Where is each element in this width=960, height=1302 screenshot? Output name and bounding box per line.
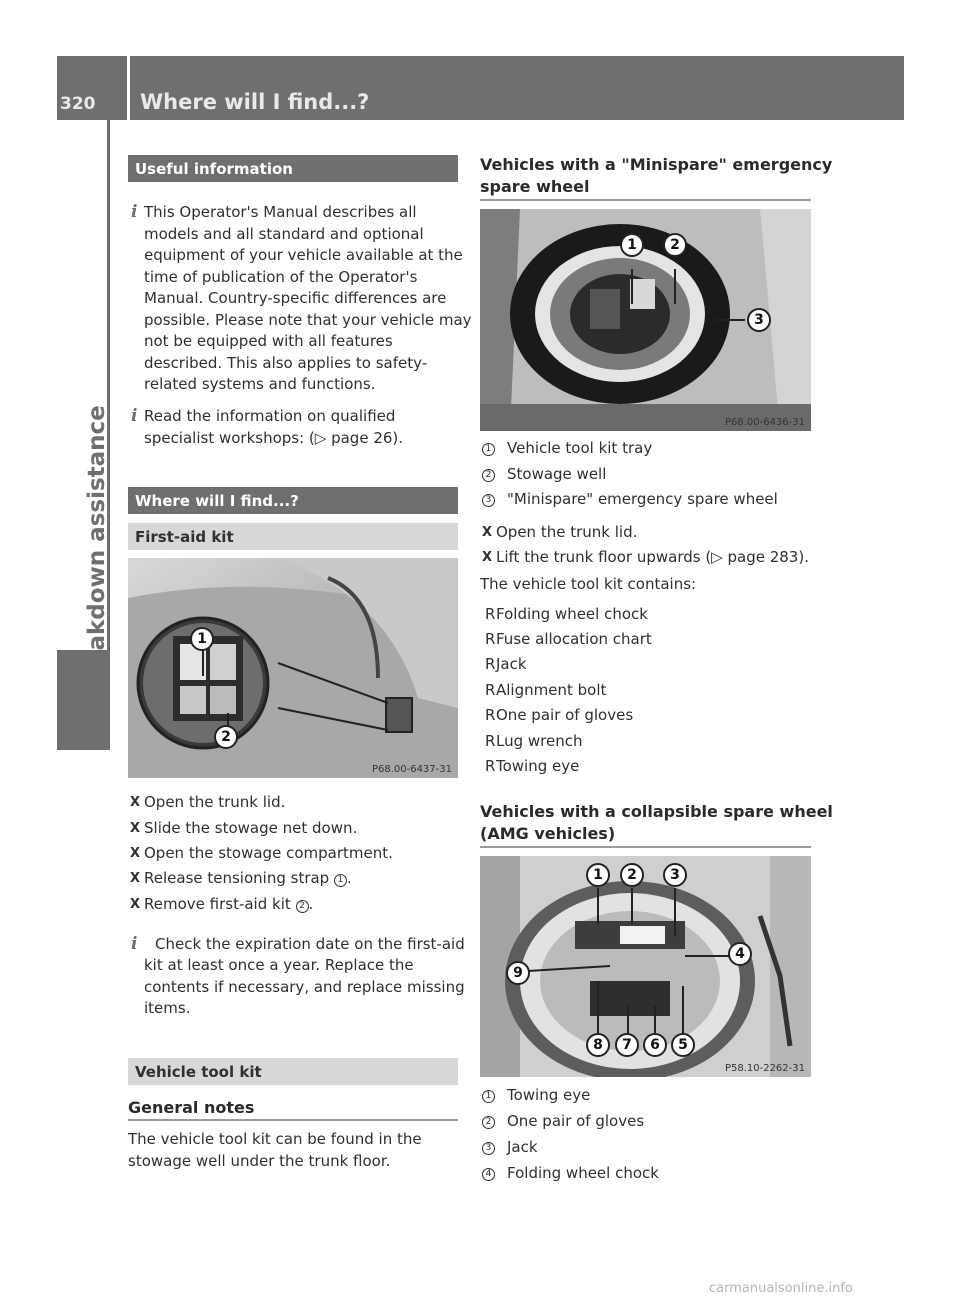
bullet-icon: R (485, 757, 496, 775)
text-line: equipment of your vehicle available at the (144, 246, 463, 264)
callout-3: 3 (747, 308, 771, 332)
minispare-photo (480, 209, 811, 431)
step-arrow-icon: X (130, 871, 141, 886)
text-line: Manual. Country-specific differences are (144, 289, 447, 307)
callout-7: 7 (615, 1033, 639, 1057)
list-item: Folding wheel chock (496, 605, 648, 623)
first-aid-note-cont (144, 955, 465, 1020)
photo-code: P68.00-6437-31 (371, 764, 452, 775)
legend-text: "Minispare" emergency spare wheel (507, 490, 778, 508)
text-line: not be equipped with all features (144, 332, 393, 350)
text-line: This Operator's Manual describes all (144, 203, 417, 221)
legend-text: One pair of gloves (507, 1112, 645, 1130)
step-text: Release tensioning strap (144, 869, 334, 887)
text-line: The vehicle tool kit can be found in the (128, 1130, 422, 1148)
text-line: Read the information on qualified (144, 407, 396, 425)
header-divider (127, 56, 130, 120)
bullet-icon: R (485, 655, 496, 673)
list-item: Towing eye (496, 757, 580, 775)
collapsible-photo (480, 856, 811, 1077)
watermark: carmanualsonline.info (709, 1281, 853, 1296)
heading-rule (480, 846, 811, 848)
heading-line: (AMG vehicles) (480, 824, 616, 843)
list-item: Alignment bolt (496, 681, 607, 699)
legend-text: Towing eye (507, 1086, 591, 1104)
info-icon: i (131, 406, 138, 426)
collapsible-heading (480, 801, 833, 845)
photo-code: P68.00-6436-31 (724, 417, 805, 428)
step: Open the stowage compartment. (144, 844, 393, 862)
step: Open the trunk lid. (144, 793, 286, 811)
list-item: Lug wrench (496, 732, 583, 750)
text-line: kit at least once a year. Replace the (144, 956, 414, 974)
general-notes-text (128, 1129, 422, 1172)
general-notes-heading: General notes (128, 1098, 255, 1117)
callout-2: 2 (620, 863, 644, 887)
ref-number: 2 (296, 900, 309, 913)
where-heading: Where will I find...? (128, 487, 458, 514)
useful-info-note2 (144, 406, 403, 449)
side-label-text: Breakdown assistance (84, 405, 110, 695)
page-number: 320 (60, 94, 96, 114)
contains-intro: The vehicle tool kit contains: (480, 575, 697, 593)
step-arrow-icon: X (130, 897, 141, 912)
text-line: related systems and functions. (144, 375, 376, 393)
bullet-icon: R (485, 732, 496, 750)
step-arrow-icon: X (482, 550, 493, 565)
legend-number: 4 (482, 1168, 495, 1181)
step-arrow-icon: X (130, 846, 141, 861)
text-line: contents if necessary, and replace missing (144, 977, 465, 996)
legend-text: Stowage well (507, 465, 607, 483)
side-label (84, 118, 114, 718)
legend-text: Vehicle tool kit tray (507, 439, 653, 457)
heading-line: Vehicles with a "Minispare" emergency (480, 155, 833, 174)
heading-line: Vehicles with a collapsible spare wheel (480, 802, 833, 821)
callout-9: 9 (506, 961, 530, 985)
legend-number: 3 (482, 1142, 495, 1155)
callout-1: 1 (190, 627, 214, 651)
first-aid-photo (128, 558, 458, 778)
page-title: Where will I find...? (140, 90, 370, 114)
text-line: time of publication of the Operator's (144, 267, 418, 286)
bullet-icon: R (485, 605, 496, 623)
list-item: One pair of gloves (496, 706, 634, 724)
info-icon: i (131, 934, 138, 954)
text-line: stowage well under the trunk floor. (128, 1151, 391, 1170)
callout-5: 5 (671, 1033, 695, 1057)
callout-4: 4 (728, 942, 752, 966)
step-arrow-icon: X (482, 525, 493, 540)
useful-info-heading: Useful information (128, 155, 458, 182)
legend-number: 1 (482, 443, 495, 456)
step-arrow-icon: X (130, 795, 141, 810)
legend-number: 3 (482, 494, 495, 507)
legend-number: 1 (482, 1090, 495, 1103)
callout-2: 2 (663, 233, 687, 257)
first-aid-illustration (128, 558, 458, 778)
callout-8: 8 (586, 1033, 610, 1057)
ref-number: 1 (334, 874, 347, 887)
callout-2: 2 (214, 725, 238, 749)
bullet-icon: R (485, 630, 496, 648)
legend-number: 2 (482, 469, 495, 482)
tool-kit-heading: Vehicle tool kit (128, 1058, 458, 1085)
photo-code: P58.10-2262-31 (724, 1063, 805, 1074)
callout-6: 6 (643, 1033, 667, 1057)
useful-info-note1 (144, 202, 472, 396)
text-line: described. This also applies to safety- (144, 353, 428, 372)
callout-3: 3 (663, 863, 687, 887)
info-icon: i (131, 202, 138, 222)
heading-rule (128, 1119, 458, 1121)
legend-text: Folding wheel chock (507, 1164, 659, 1182)
text-line: models and all standard and optional (144, 224, 424, 243)
step-remove-kit: Remove first-aid kit 2 . (144, 895, 314, 913)
minispare-heading (480, 154, 832, 198)
list-item: Jack (496, 655, 527, 673)
callout-1: 1 (586, 863, 610, 887)
first-aid-heading: First-aid kit (128, 523, 458, 550)
text-line: possible. Please note that your vehicle may (144, 310, 472, 329)
step: Lift the trunk floor upwards (▷ page 283). (496, 548, 809, 566)
step-text: Remove first-aid kit (144, 895, 296, 913)
text-line: Check the expiration date on the first-aid (155, 935, 465, 953)
heading-line: spare wheel (480, 177, 590, 196)
text-line: items. (144, 999, 191, 1017)
callout-1: 1 (620, 233, 644, 257)
bullet-icon: R (485, 681, 496, 699)
step-arrow-icon: X (130, 821, 141, 836)
bullet-icon: R (485, 706, 496, 724)
step: Slide the stowage net down. (144, 819, 358, 837)
legend-number: 2 (482, 1116, 495, 1129)
list-item: Fuse allocation chart (496, 630, 652, 648)
first-aid-note (155, 934, 465, 956)
step: Open the trunk lid. (496, 523, 638, 541)
text-line: specialist workshops: (▷ page 26). (144, 428, 404, 447)
step-release-strap: Release tensioning strap 1 . (144, 869, 352, 887)
legend-text: Jack (507, 1138, 538, 1156)
heading-rule (480, 199, 811, 201)
